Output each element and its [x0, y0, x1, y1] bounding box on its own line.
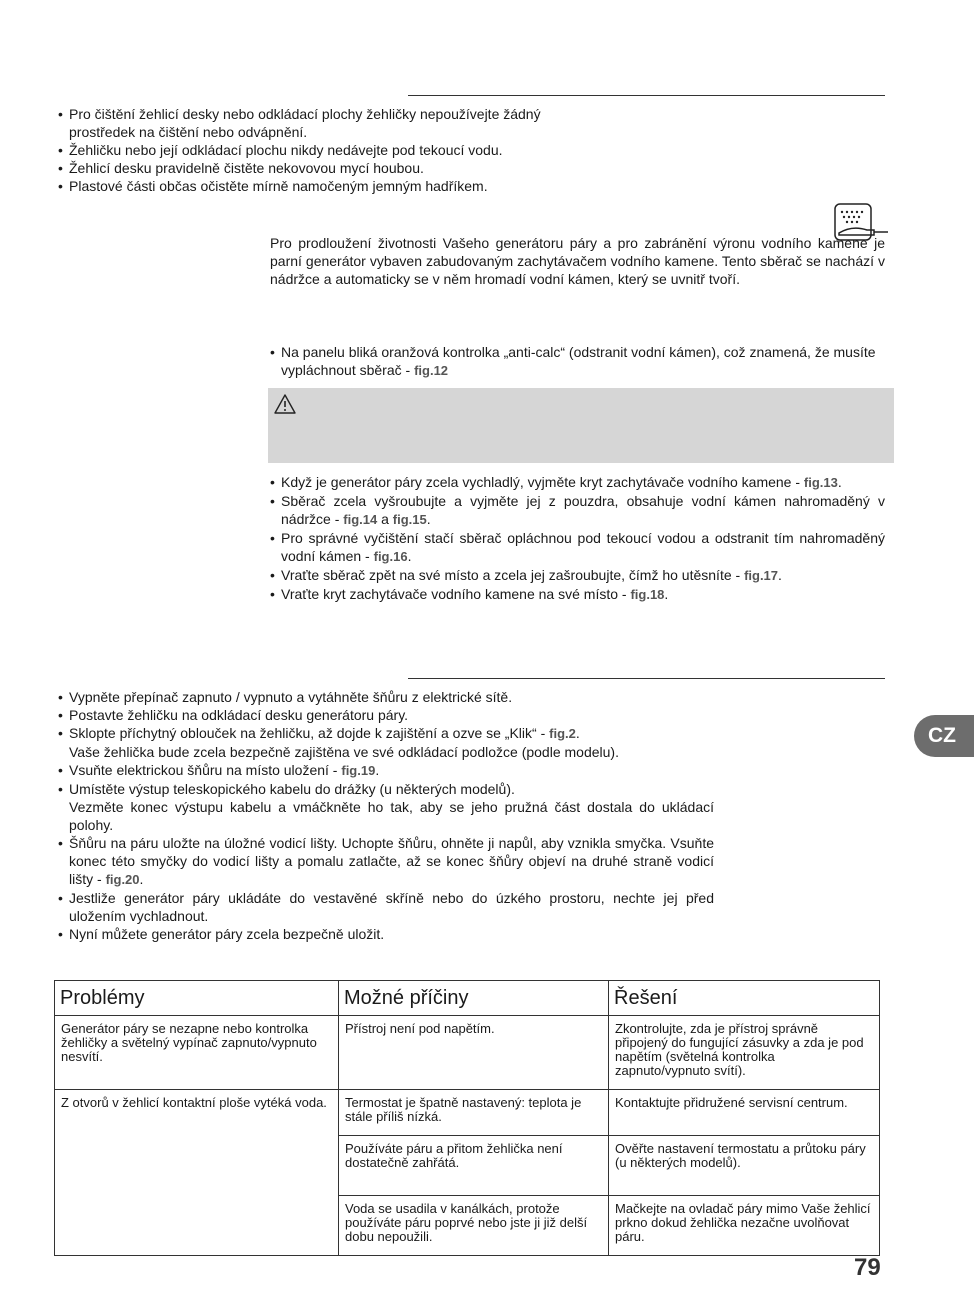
list-item: • Žehličku nebo její odkládací plochu nikdy nedávejte pod tekoucí vodu. [58, 141, 598, 159]
table-row [55, 1016, 880, 1090]
item-extra: Vezměte konec výstupu kabelu a vmáčkněte ho tak, aby se jeho pružná část dostala do ukládací polohy. [69, 799, 714, 833]
scale-intro [270, 234, 885, 288]
item-text: Vsuňte elektrickou šňůru na místo uložení - [69, 762, 338, 778]
cause-cell: Používáte páru a přitom žehlička není dostatečně zahřátá. [339, 1136, 609, 1196]
list-item [58, 780, 714, 834]
list-item [270, 585, 885, 604]
list-item [270, 492, 885, 529]
list-item: • Plastové části občas očistěte mírně namočeným jemným hadříkem. [58, 177, 598, 195]
fig-ref: fig.16 [373, 549, 408, 564]
problem-cell: Generátor páry se nezapne nebo kontrolka žehličky a světelný vypínač zapnuto/vypnuto nesvítí. [55, 1016, 339, 1090]
storage-list [58, 688, 714, 943]
step-conj: a [381, 511, 389, 527]
list-item: • Vypněte přepínač zapnuto / vypnuto a vytáhněte šňůru z elektrické sítě. [58, 688, 714, 706]
item-extra: Vaše žehlička bude zcela bezpečně zajištěna ve své odkládací podložce (podle modelu). [69, 744, 619, 760]
fig-ref: fig.17 [744, 568, 779, 583]
section-rule-top [408, 95, 885, 96]
item-tail: . [375, 762, 380, 778]
cleaning-list [58, 105, 598, 195]
solution-cell: Kontaktujte přidružené servisní centrum. [609, 1090, 880, 1136]
list-item [270, 529, 885, 566]
step-tail: . [426, 511, 431, 527]
indicator-text: Na panelu bliká oranžová kontrolka „anti-calc“ (odstranit vodní kámen), což znamená, že musíte vypláchnout sběrač - [281, 344, 876, 378]
fig-ref: fig.14 [343, 512, 378, 527]
list-item [270, 343, 885, 380]
fig-ref: fig.2 [549, 726, 576, 741]
language-tab: CZ [914, 715, 974, 757]
solution-cell: Mačkejte na ovladač páry mimo Vaše žehlicí prkno dokud žehlička nezačne uvolňovat páru. [609, 1196, 880, 1256]
page-number: 79 [854, 1254, 881, 1281]
item-tail: . [139, 871, 144, 887]
step-tail: . [778, 567, 782, 583]
step-tail: . [837, 474, 842, 490]
header-solutions: Řešení [609, 981, 880, 1016]
step-text: Vraťte sběrač zpět na své místo a zcela jej zašroubujte, čímž ho utěsníte - [281, 567, 741, 583]
list-item: • Žehlicí desku pravidelně čistěte nekovovou mycí houbou. [58, 159, 598, 177]
fig-ref: fig.13 [803, 475, 838, 490]
step-text: Když je generátor páry zcela vychladlý, vyjměte kryt zachytávače vodního kamene - [281, 474, 801, 490]
list-item [58, 761, 714, 780]
list-item [58, 834, 714, 889]
cause-cell: Přístroj není pod napětím. [339, 1016, 609, 1090]
list-item: • Pro čištění žehlicí desky nebo odkládací plochy žehličky nepoužívejte žádný prostředek na čištění nebo odvápnění. [58, 105, 598, 141]
cause-cell: Voda se usadila v kanálkách, protože používáte páru poprvé nebo jste ji již delší dobu nepoužili. [339, 1196, 609, 1256]
item-text: Sklopte příchytný oblouček na žehličku, až dojde k zajištění a ozve se „Klik“ - [69, 725, 546, 741]
fig-ref: fig.18 [630, 587, 665, 602]
indicator-note [270, 343, 885, 380]
item-text: Šňůru na páru uložte na úložné vodicí lišty. Uchopte šňůru, ohněte ji napůl, aby vznikla smyčka. Vsuňte konec této smyčky do vodicí lišty a pomalu zatlačte, až se konec šňůry objeví na druhé straně vodicí lišty - [69, 835, 714, 887]
step-text: Sběrač zcela vyšroubujte a vyjměte jej z pouzdra, obsahuje vodní kámen nahromaděný v nádržce - [281, 493, 885, 527]
fig-ref: fig.19 [341, 763, 376, 778]
step-tail: . [664, 586, 669, 602]
list-item: • Jestliže generátor páry ukládáte do vestavěné skříně nebo do úzkého prostoru, nechte jej před uložením vychladnout. [58, 889, 714, 925]
step-tail: . [407, 548, 412, 564]
list-item [270, 473, 885, 492]
scale-intro-text: Pro prodloužení životnosti Vašeho generátoru páry a pro zabránění výronu vodního kamene je parní generátor vybaven zabudovaným zachytávačem vodního kamene. Tento sběrač se nachází v nádržce a automaticky se v něm hromadí vodní kámen, který se uvnitř tvoří. [270, 235, 885, 287]
section-rule-storage [408, 678, 885, 679]
solution-cell: Zkontrolujte, zda je přístroj správně připojený do fungující zásuvky a zda je pod napětím (světelná kontrolka zapnuto/vypnuto svítí). [609, 1016, 880, 1090]
warning-box [268, 388, 894, 463]
problem-cell: Z otvorů v žehlicí kontaktní ploše vytéká voda. [55, 1090, 339, 1256]
fig-ref: fig.12 [414, 363, 449, 378]
troubleshooting-table [54, 980, 880, 1256]
list-item [270, 566, 885, 585]
item-text: Umístěte výstup teleskopického kabelu do drážky (u některých modelů). [69, 781, 515, 797]
table-header-row [55, 981, 880, 1016]
header-causes: Možné příčiny [339, 981, 609, 1016]
list-item: • Postavte žehličku na odkládací desku generátoru páry. [58, 706, 714, 724]
warning-icon [274, 394, 296, 419]
solution-cell: Ověřte nastavení termostatu a průtoku páry (u některých modelů). [609, 1136, 880, 1196]
step-text: Pro správné vyčištění stačí sběrač opláchnou pod tekoucí vodou a odstranit tím nahromaděný vodní kámen - [281, 530, 885, 564]
scale-steps [270, 473, 885, 604]
cause-cell: Termostat je špatně nastavený: teplota je stále příliš nízká. [339, 1090, 609, 1136]
header-problems: Problémy [55, 981, 339, 1016]
fig-ref: fig.20 [105, 872, 140, 887]
item-tail: . [575, 725, 580, 741]
fig-ref: fig.15 [392, 512, 427, 527]
list-item [58, 724, 714, 761]
step-text: Vraťte kryt zachytávače vodního kamene na své místo - [281, 586, 627, 602]
list-item: • Nyní můžete generátor páry zcela bezpečně uložit. [58, 925, 714, 943]
table-row [55, 1090, 880, 1136]
